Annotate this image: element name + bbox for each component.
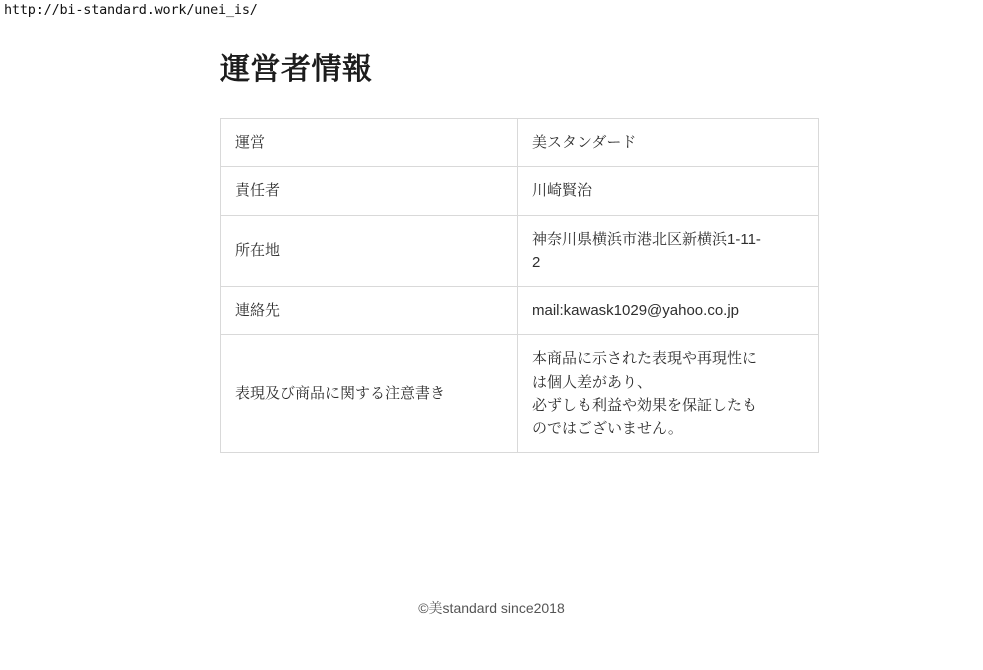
table-cell-value-contact bbox=[518, 287, 819, 335]
operator-info-table bbox=[220, 118, 819, 453]
value-line: mail:kawask1029@yahoo.co.jp bbox=[532, 302, 740, 319]
table-cell-value bbox=[518, 119, 819, 167]
table-cell-label: 所在地 bbox=[221, 215, 518, 287]
table-row bbox=[221, 167, 819, 215]
table-cell-value bbox=[518, 167, 819, 215]
value-line: 神奈川県横浜市港北区新横浜1-11- bbox=[532, 230, 761, 248]
value-line: 川崎賢治 bbox=[532, 182, 593, 200]
table-cell-value-notice bbox=[518, 335, 819, 453]
table-cell-value bbox=[518, 215, 819, 287]
table-row bbox=[221, 215, 819, 287]
page-footer bbox=[0, 598, 983, 618]
browser-url-bar[interactable]: http://bi-standard.work/unei_is/ bbox=[4, 2, 258, 18]
value-line: 美スタンダード bbox=[532, 134, 637, 151]
table-cell-label: 表現及び商品に関する注意書き bbox=[221, 335, 518, 453]
table-cell-label: 運営 bbox=[221, 119, 518, 167]
table-row bbox=[221, 335, 819, 453]
page-content bbox=[0, 44, 983, 453]
table-cell-label: 責任者 bbox=[221, 167, 518, 215]
value-line: 必ずしも利益や効果を保証したも bbox=[532, 396, 758, 414]
copyright-text: ©美standard since2018 bbox=[418, 600, 565, 616]
value-line: のではございません。 bbox=[532, 420, 683, 437]
table-row bbox=[221, 287, 819, 335]
value-line: 本商品に示された表現や再現性に bbox=[532, 350, 758, 368]
table-row bbox=[221, 119, 819, 167]
value-line: 2 bbox=[532, 253, 541, 271]
table-cell-label: 連絡先 bbox=[221, 287, 518, 335]
page-title: 運営者情報 bbox=[220, 53, 373, 86]
value-line: は個人差があり、 bbox=[532, 373, 653, 391]
